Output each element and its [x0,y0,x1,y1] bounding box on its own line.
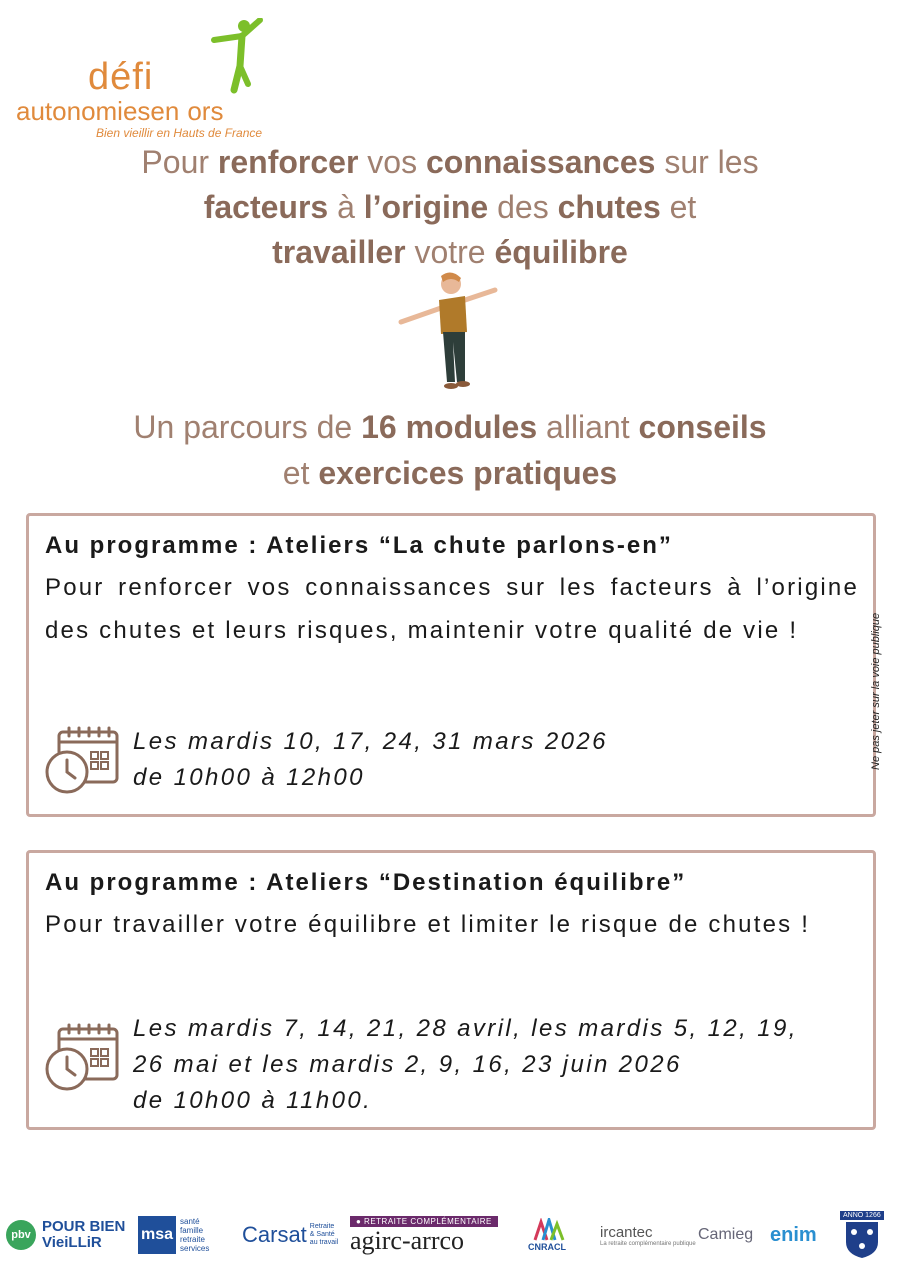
subline-text: Un parcours de [133,409,362,445]
logo-tagline: Bien vieillir en Hauts de France [96,126,263,140]
headline-bold: connaissances [425,144,656,180]
headline-text: à [328,189,364,225]
agirc-name: agirc-arrco [350,1225,465,1255]
subline-bold: exercices pratiques [318,455,618,491]
cnracl-name: CNRACL [528,1242,566,1252]
card-dates [133,724,608,796]
headline-bold: chutes [557,189,661,225]
balancing-person-illustration [395,270,505,395]
card-title: Au programme : Ateliers “Destination équilibre” [45,869,687,896]
msa-text-line: retraite [180,1235,205,1244]
subline-line-1 [0,404,900,450]
fleur-de-lys-shield-icon [844,1220,880,1260]
subline-text: et [282,455,319,491]
carsat-sub [310,1223,338,1247]
subline-bold: conseils [638,409,767,445]
headline-bold: travailler [272,234,406,270]
carsat-sub-line: au travail [309,1239,339,1246]
headline-text: des [488,189,558,225]
pour-bien-vieillir-logo [6,1205,125,1265]
enim-logo: enim [770,1223,817,1246]
headline-text: Pour [141,144,218,180]
carsat-sub-line: Retraite [309,1223,335,1230]
subline-text: alliant [537,409,639,445]
headline-text: votre [405,234,495,270]
dates-line: 26 mai et les mardis 2, 9, 16, 23 juin 2026 [133,1051,682,1078]
person-jumping-icon [204,18,264,98]
card-title: Au programme : Ateliers “La chute parlons-en” [45,532,673,559]
msa-text [180,1217,209,1253]
subline-bold: 16 modules [361,409,538,445]
agirc-bar: ● RETRAITE COMPLÉMENTAIRE [350,1216,498,1227]
ircantec-name: ircantec [600,1223,653,1241]
headline-line-2 [0,185,900,230]
anno-1266-crest-logo [840,1205,884,1265]
pbv-badge: pbv [6,1220,36,1250]
msa-text-line: famille [180,1226,204,1235]
card-description: Pour travailler votre équilibre et limiter le risque de chutes ! [45,911,811,938]
headline-line-3 [0,230,900,275]
msa-text-line: services [180,1244,210,1253]
headline-bold: équilibre [494,234,628,270]
ircantec-sub: La retraite complémentaire publique [600,1240,696,1247]
hours-line: de 10h00 à 12h00 [133,764,365,791]
headline-text: vos [358,144,426,180]
carsat-name: Carsat [242,1222,307,1247]
card-dates [133,1011,798,1119]
anno-tag: ANNO 1266 [840,1211,884,1220]
camieg-logo: Camieg [698,1226,754,1243]
dates-line: Les mardis 10, 17, 24, 31 mars 2026 [133,728,608,755]
headline-line-1 [0,140,900,185]
program-card-destination-equilibre [26,850,876,1130]
cnracl-logo [528,1205,566,1265]
headline-bold: facteurs [203,189,329,225]
headline-bold: renforcer [217,144,359,180]
calendar-clock-icon [45,1023,121,1093]
dates-line: Les mardis 7, 14, 21, 28 avril, les mardis 5, 12, 19, [133,1015,798,1042]
card-description: Pour renforcer vos connaissances sur les facteurs à l’origine des chutes et leurs risques, maintenir votre qualité de vie ! [45,574,859,644]
logo-word-sen: sen [137,96,180,126]
subline-line-2 [0,450,900,496]
msa-logo [138,1205,209,1265]
pbv-name-line: VieiLLiR [42,1234,102,1251]
hours-line: de 10h00 à 11h00. [133,1087,373,1114]
cnracl-people-icon [529,1218,565,1242]
ircantec-logo [600,1205,696,1265]
headline-text: sur les [655,144,759,180]
headline-bold: l’origine [363,189,489,225]
logo-word-ors: ors [187,96,224,126]
subline [0,404,900,496]
side-note: Ne pas jeter sur la voie publique [870,612,882,770]
program-card-chute-parlons-en [26,513,876,817]
carsat-sub-line: & Santé [309,1231,335,1238]
headline [0,140,900,275]
partner-logos [0,1205,900,1265]
headline-text: et [660,189,697,225]
logo-word-defi: défi [88,56,154,98]
logo-word-autonomie: autonomie [16,96,138,126]
calendar-clock-icon [45,726,121,796]
msa-badge: msa [138,1216,176,1254]
logo-word-autonomie-seniors [16,96,223,127]
defi-autonomie-seniors-logo [14,18,284,140]
msa-text-line: santé [180,1217,200,1226]
carsat-logo [242,1205,338,1265]
pbv-name [42,1219,125,1251]
agirc-arrco-logo [350,1205,498,1265]
pbv-name-line: POUR BIEN [42,1218,126,1235]
